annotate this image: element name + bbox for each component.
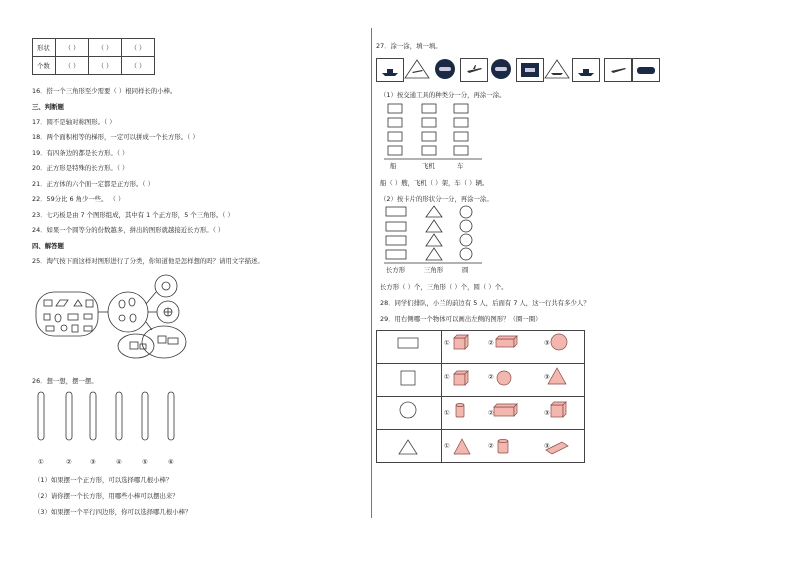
fill-in-transport: 船（ ）艘，飞机（ ）架，车（ ）辆。 (380, 179, 489, 187)
table-cell: （ ） (89, 57, 122, 75)
question-27-1: （1）按交通工具的种类分一分，再涂一涂。 (380, 91, 506, 99)
question-26-1: （1）如果摆一个正方形，可以选择哪几根小棒？ (34, 476, 173, 484)
table-cell: （ ） (56, 57, 89, 75)
option-label: ② (488, 339, 494, 347)
option-label: ② (488, 442, 494, 450)
sign-card-airplane-2 (604, 58, 632, 82)
question-26: 26．想一想，摆一摆。 (32, 377, 98, 385)
question-27-2: （2）按卡片的形状分一分，再涂一涂。 (380, 195, 493, 203)
question-27: 27．涂一涂，填一填。 (376, 42, 442, 50)
question-25: 25．淘气按下面这样对图形进行了分类，你知道他是怎样想的吗？请用文字描述。 (32, 257, 264, 265)
sticks-figure (34, 388, 184, 468)
table-row-label: 形状 (33, 39, 56, 57)
column-label: 圆 (462, 266, 469, 274)
option-label: ③ (544, 339, 550, 347)
option-label: ① (444, 339, 450, 347)
question-24: 24．如果一个圆等分的份数越多，拼出的图形就越接近长方形。（ ） (32, 226, 225, 234)
column-label: 飞机 (422, 162, 435, 170)
sign-card-car-circle (432, 58, 458, 80)
sign-card-car-circle-2 (488, 58, 514, 80)
question-16: 16．搭一个三角形至少需要（ ）根同样长的小棒。 (32, 87, 177, 95)
stick-label: ① (38, 458, 44, 466)
table-row-label: 个数 (33, 57, 56, 75)
question-18: 18．两个面积相等的梯形，一定可以拼成一个长方形。（ ） (32, 133, 199, 141)
stick-label: ⑥ (168, 458, 174, 466)
sign-card-boat-2 (516, 58, 544, 82)
option-label: ③ (544, 442, 550, 450)
column-label: 长方形 (386, 266, 406, 274)
question-21: 21．正方体的六个面一定都是正方形。（ ） (32, 180, 154, 188)
option-label: ② (488, 373, 494, 381)
section-heading-judgement: 三、判断题 (32, 103, 64, 111)
sign-card-car (632, 58, 660, 82)
sign-card-airplane (460, 58, 488, 82)
solid-shapes-figure (376, 330, 584, 458)
question-29: 29．用右侧哪一个物体可以画出左侧的图形？（圈一圈） (380, 315, 542, 323)
sign-card-boat-3 (572, 58, 600, 82)
question-26-3: （3）如果摆一个平行四边形，你可以选择哪几根小棒？ (34, 508, 192, 516)
stick-label: ② (66, 458, 72, 466)
option-label: ③ (544, 409, 550, 417)
question-28: 28．同学们排队，小兰的前边有 5 人，后面有 7 人，这一行共有多少人？ (380, 299, 590, 307)
table-cell: （ ） (122, 39, 155, 57)
option-label: ③ (544, 373, 550, 381)
stick-label: ⑤ (142, 458, 148, 466)
question-22: 22．59分比 6 角少一些。 （ ） (32, 195, 125, 203)
coloring-grid-shapes (384, 205, 484, 263)
option-label: ① (444, 442, 450, 450)
sign-card-boat-triangle (544, 58, 570, 80)
sign-card-boat (376, 58, 404, 82)
table-cell: （ ） (89, 39, 122, 57)
option-label: ② (488, 409, 494, 417)
shape-count-table (32, 38, 155, 75)
question-20: 20．正方形是特殊的长方形。（ ） (32, 164, 129, 172)
coloring-grid-transport (384, 102, 484, 160)
sign-card-airplane-triangle (404, 58, 430, 80)
question-26-2: （2）请你摆一个长方形，用哪些小棒可以摆出来？ (34, 492, 179, 500)
question-17: 17．圆不是轴对称图形。（ ） (32, 118, 116, 126)
column-label: 三角形 (424, 266, 444, 274)
option-label: ① (444, 409, 450, 417)
column-label: 车 (457, 162, 464, 170)
classification-diagram (34, 272, 194, 360)
column-label: 船 (390, 162, 397, 170)
section-heading-answers: 四、解答题 (32, 242, 64, 250)
column-divider (371, 28, 372, 518)
table-cell: （ ） (122, 57, 155, 75)
question-23: 23．七巧板是由 7 个图形组成，其中有 1 个正方形，5 个三角形。（ ） (32, 211, 234, 219)
fill-in-shapes: 长方形（ ）个，三角形（ ）个，圆（ ）个。 (380, 283, 508, 291)
table-cell: （ ） (56, 39, 89, 57)
option-label: ① (444, 373, 450, 381)
question-19: 19．有四条边的都是长方形。（ ） (32, 149, 129, 157)
stick-label: ④ (116, 458, 122, 466)
stick-label: ③ (90, 458, 96, 466)
